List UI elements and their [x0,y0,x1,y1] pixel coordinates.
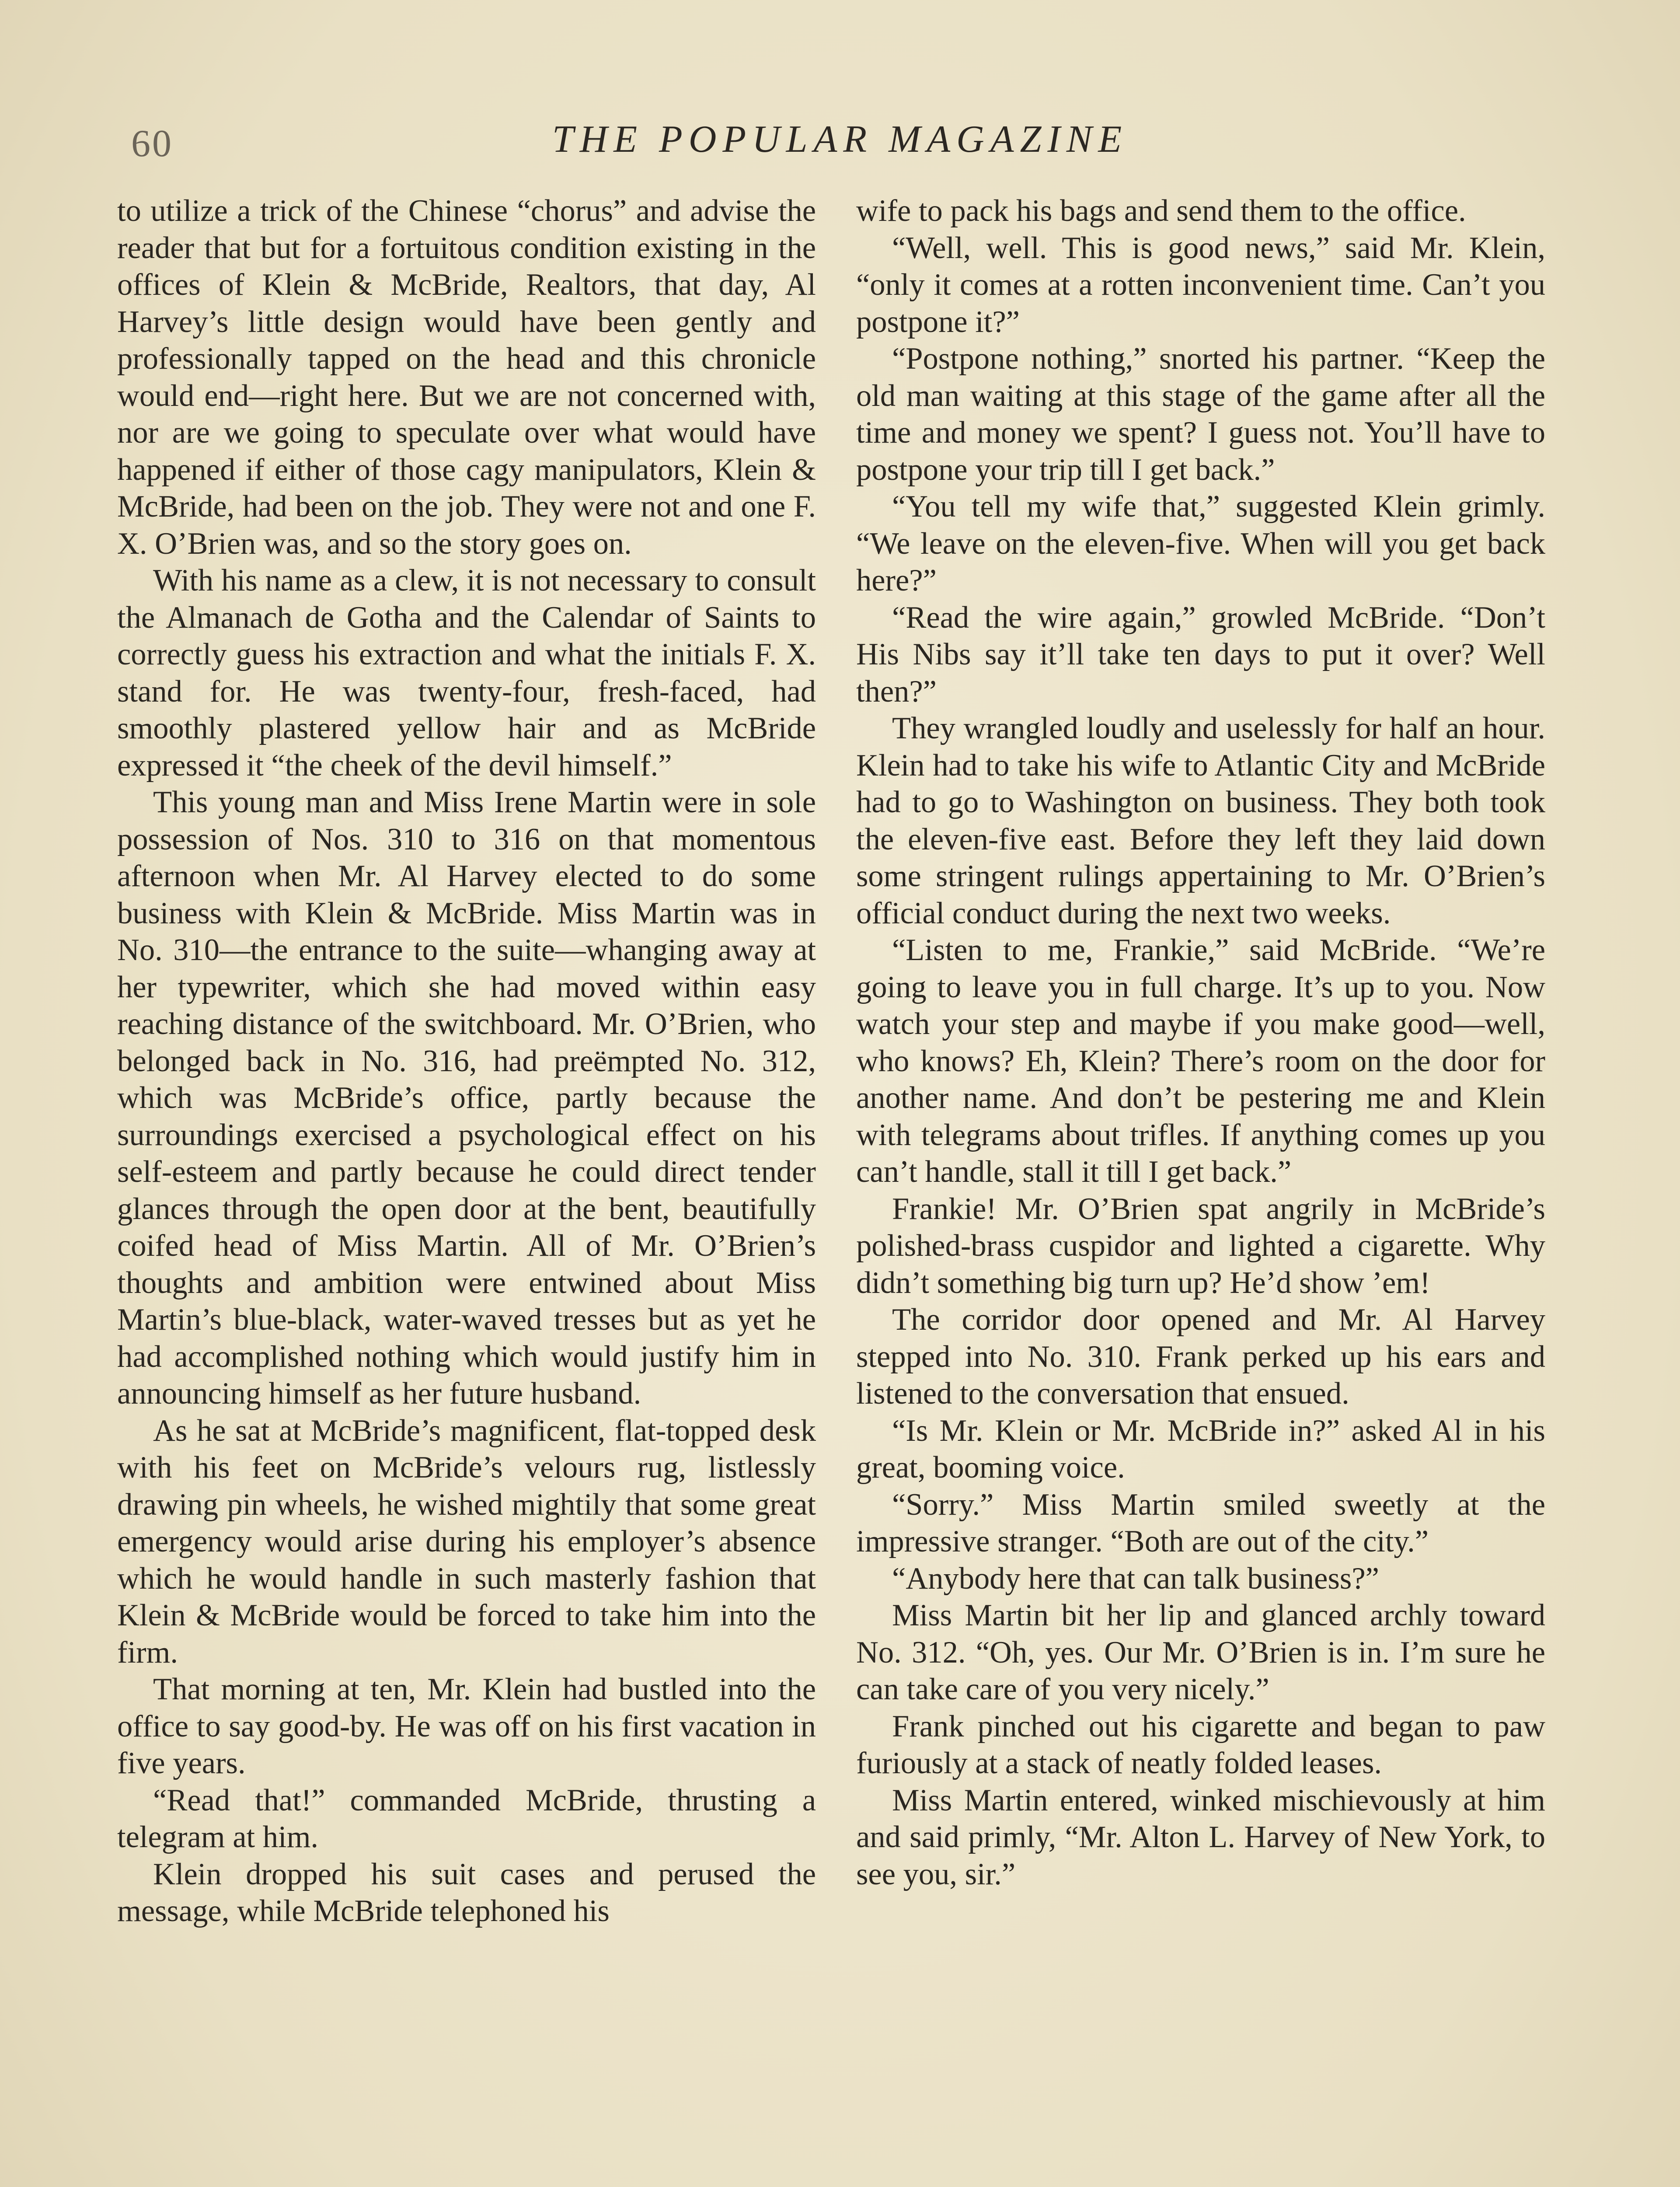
paragraph: The corridor door opened and Mr. Al Harvey stepped into No. 310. Frank perked up his ears and listened to the conversation that ensued. [856,1303,1545,1411]
paragraph: “Anybody here that can talk business?” [892,1561,1379,1596]
paragraph: Klein dropped his suit cases and perused the message, while McBride telephoned his [117,1857,816,1928]
paragraph: “You tell my wife that,” suggested Klein grimly. “We leave on the eleven-five. When will you get back here?” [856,489,1545,597]
paragraph: Miss Martin bit her lip and glanced archly toward No. 312. “Oh, yes. Our Mr. O’Brien is in. I’m sure he can take care of you very nicely.” [856,1598,1545,1706]
paragraph: With his name as a clew, it is not necessary to consult the Almanach de Gotha and the Calendar of Saints to correctly guess his extraction and what the initials F. X. stand for. He was twenty-four, fresh-faced, had smoothly plastered yellow hair and as McBride expressed it “the cheek of the devil himself.” [117,563,816,783]
paragraph: This young man and Miss Irene Martin were in sole possession of Nos. 310 to 316 on that momentous afternoon when Mr. Al Harvey elected to do some business with Klein & McBride. Miss Martin was in No. 310—the entrance to the suite—whanging away at her typewriter, which she had moved within easy reaching distance of the switchboard. Mr. O’Brien, who belonged back in No. 316, had preëmpted No. 312, which was McBride’s office, partly because the surroundings exercised a psychological effect on his self-esteem and partly because he could direct tender glances through the open door at the bent, beautifully coifed head of Miss Martin. All of Mr. O’Brien’s thoughts and ambition were entwined about Miss Martin’s blue-black, water-waved tresses but as yet he had accomplished nothing which would justify him in announcing himself as her future husband. [117,785,816,1411]
paragraph: “Well, well. This is good news,” said Mr. Klein, “only it comes at a rotten inconvenient time. Can’t you postpone it?” [856,231,1545,339]
right-column [856,192,1545,2187]
paragraph: “Is Mr. Klein or Mr. McBride in?” asked Al in his great, booming voice. [856,1413,1545,1485]
page-number: 60 [131,122,173,165]
running-head: THE POPULAR MAGAZINE [552,118,1128,161]
paragraph: wife to pack his bags and send them to the office. [856,194,1466,228]
paragraph: As he sat at McBride’s magnificent, flat-topped desk with his feet on McBride’s velours rug, listlessly drawing pin wheels, he wished mightily that some great emergency would arise during his employer’s absence which he would handle in such masterly fashion that Klein & McBride would be forced to take him into the firm. [117,1413,816,1670]
paragraph: Frank pinched out his cigarette and began to paw furiously at a stack of neatly folded leases. [856,1709,1545,1780]
paragraph: “Listen to me, Frankie,” said McBride. “We’re going to leave you in full charge. It’s up to you. Now watch your step and maybe if you make good—well, who knows? Eh, Klein? There’s room on the door for another name. And don’t be pestering me and Klein with telegrams about trifles. If anything comes up you can’t handle, stall it till I get back.” [856,933,1545,1189]
paragraph: Miss Martin entered, winked mischievously at him and said primly, “Mr. Alton L. Harvey of New York, to see you, sir.” [856,1783,1545,1891]
paragraph: to utilize a trick of the Chinese “chorus” and advise the reader that but for a fortuitous condition existing in the offices of Klein & McBride, Realtors, that day, Al Harvey’s little design would have been gently and professionally tapped on the head and this chronicle would end—right here. But we are not concerned with, nor are we going to speculate over what would have happened if either of those cagy manipulators, Klein & McBride, had been on the job. They were not and one F. X. O’Brien was, and so the story goes on. [117,194,816,561]
paragraph: “Read the wire again,” growled McBride. “Don’t His Nibs say it’ll take ten days to put it over? Well then?” [856,600,1545,709]
paragraph: “Postpone nothing,” snorted his partner. “Keep the old man waiting at this stage of the game after all the time and money we spent? I guess not. You’ll have to postpone your trip till I get back.” [856,342,1545,487]
paragraph: They wrangled loudly and uselessly for half an hour. Klein had to take his wife to Atlantic City and McBride had to go to Washington on business. They both took the eleven-five east. Before they left they laid down some stringent rulings appertaining to Mr. O’Brien’s official conduct during the next two weeks. [856,711,1545,930]
paragraph: “Read that!” commanded McBride, thrusting a telegram at him. [117,1783,816,1854]
paragraph: That morning at ten, Mr. Klein had bustled into the office to say good-by. He was off on his first vacation in five years. [117,1672,816,1780]
paragraph: Frankie! Mr. O’Brien spat angrily in McBride’s polished-brass cuspidor and lighted a cigarette. Why didn’t something big turn up? He’d show ’em! [856,1191,1545,1300]
paragraph: “Sorry.” Miss Martin smiled sweetly at the impressive stranger. “Both are out of the city.” [856,1487,1545,1558]
left-column [117,192,816,2187]
